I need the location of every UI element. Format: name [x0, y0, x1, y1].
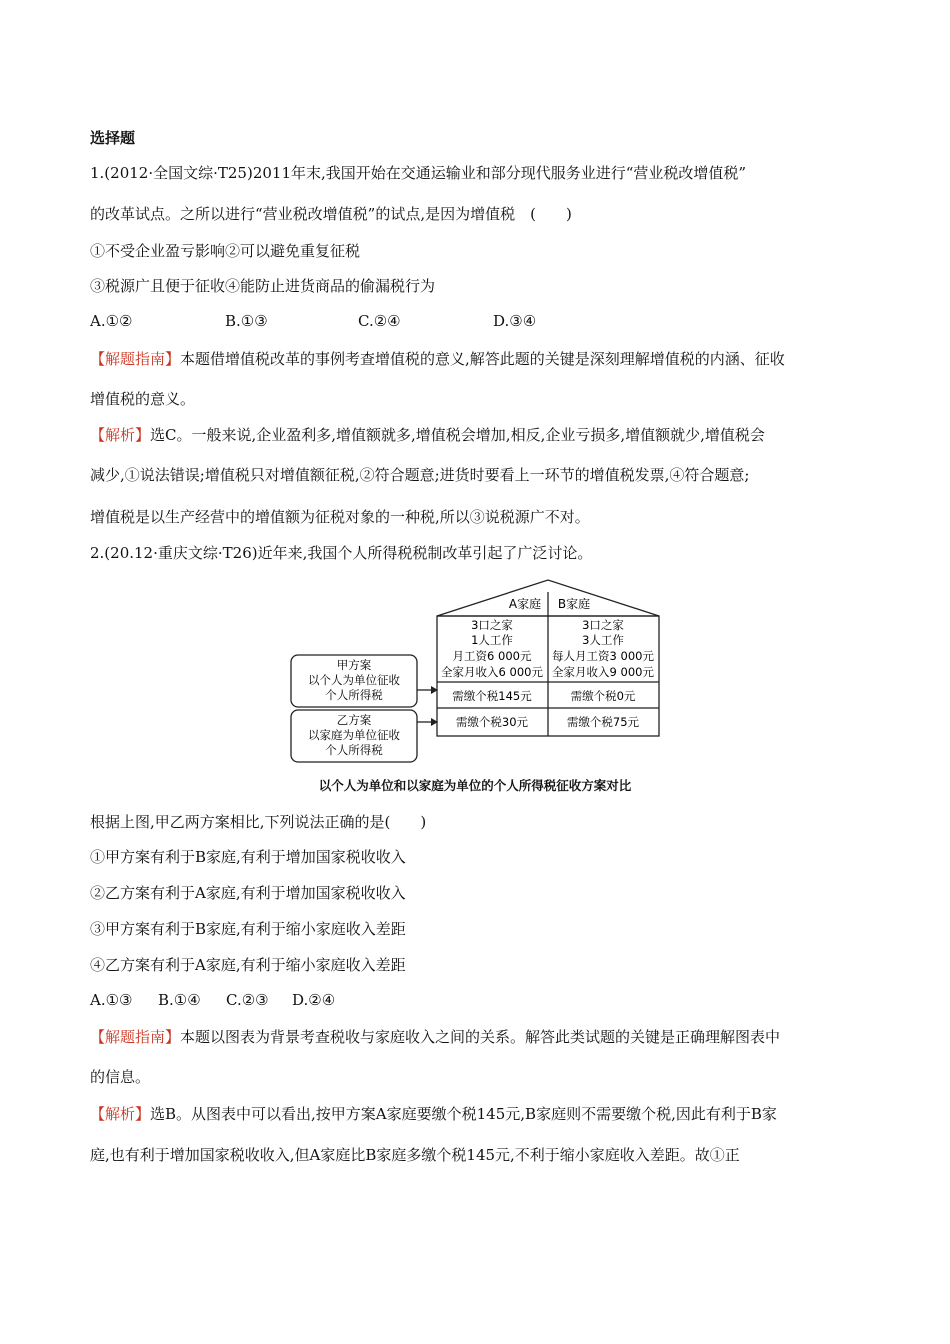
plan-yi-title: 乙方案: [336, 713, 372, 727]
q2-analysis-line2: 庭,也有利于增加国家税收收入,但A家庭比B家庭多缴个税145元,不利于缩小家庭收入差距。故①正: [90, 1146, 740, 1164]
col-a-header: A家庭: [508, 597, 542, 611]
q1-analysis-line1: 【解析】选C。一般来说,企业盈利多,增值额就多,增值税会增加,相反,企业亏损多,增值额就少,增值税会: [90, 426, 765, 444]
q2-guide-tag: 【解题指南】: [90, 1028, 181, 1046]
q2-analysis-line1: 【解析】选B。从图表中可以看出,按甲方案A家庭要缴个税145元,B家庭则不需要缴个税,因此有利于B家: [90, 1105, 777, 1123]
q1-stem-line2: 的改革试点。之所以进行“营业税改增值税”的试点,是因为增值税 ( ): [90, 205, 572, 223]
q1-options: [90, 311, 536, 331]
q1-analysis-tag: 【解析】: [90, 426, 151, 444]
q2-option-a: A.①③: [90, 991, 133, 1009]
q2-statement-2: ②乙方案有利于A家庭,有利于增加国家税收收入: [90, 884, 406, 902]
q1-statement-2: ③税源广且便于征收④能防止进货商品的偷漏税行为: [90, 277, 436, 295]
q1-guide-line2: 增值税的意义。: [90, 390, 196, 408]
a-info-1: 3口之家: [471, 618, 513, 632]
q1-guide-line1: 【解题指南】本题借增值税改革的事例考查增值税的意义,解答此题的关键是深刻理解增值税的内涵、征收: [90, 350, 785, 368]
plan-jia-desc1: 以个人为单位征收: [308, 673, 400, 687]
a-info-4: 全家月收入6 000元: [441, 665, 543, 679]
q2-statement-1: ①甲方案有利于B家庭,有利于增加国家税收收入: [90, 848, 406, 866]
figure-caption: 以个人为单位和以家庭为单位的个人所得税征收方案对比: [318, 778, 632, 793]
a-jia-tax: 需缴个税145元: [452, 689, 532, 703]
q1-statement-1: ①不受企业盈亏影响②可以避免重复征税: [90, 242, 361, 260]
q1-option-d: D.③④: [493, 312, 537, 330]
a-yi-tax: 需缴个税30元: [455, 715, 529, 729]
q2-question: 根据上图,甲乙两方案相比,下列说法正确的是( ): [90, 813, 427, 831]
col-b-header: B家庭: [557, 597, 591, 611]
b-info-4: 全家月收入9 000元: [552, 665, 654, 679]
q2-guide-line2: 的信息。: [90, 1068, 151, 1086]
b-info-3: 每人月工资3 000元: [552, 649, 654, 663]
plan-jia-desc2: 个人所得税: [325, 688, 383, 702]
b-jia-tax: 需缴个税0元: [570, 689, 636, 703]
plan-yi-desc1: 以家庭为单位征收: [308, 728, 400, 742]
q2-option-c: C.②③: [226, 991, 269, 1009]
q2-option-d: D.②④: [292, 991, 336, 1009]
b-info-2: 3人工作: [582, 633, 624, 647]
q1-option-a: A.①②: [90, 312, 133, 330]
q1-analysis-line2: 减少,①说法错误;增值税只对增值额征税,②符合题意;进货时要看上一环节的增值税发票,④符合题意;: [90, 466, 750, 484]
q1-option-c: C.②④: [358, 312, 401, 330]
plan-yi-desc2: 个人所得税: [325, 743, 383, 757]
a-info-3: 月工资6 000元: [452, 649, 532, 663]
q1-guide-tag: 【解题指南】: [90, 350, 181, 368]
q2-option-b: B.①④: [158, 991, 201, 1009]
a-info-2: 1人工作: [471, 633, 513, 647]
q2-options: [90, 990, 335, 1010]
q1-analysis-line3: 增值税是以生产经营中的增值额为征税对象的一种税,所以③说税源广不对。: [90, 508, 590, 526]
b-yi-tax: 需缴个税75元: [566, 715, 640, 729]
q2-statement-4: ④乙方案有利于A家庭,有利于缩小家庭收入差距: [90, 956, 406, 974]
plan-jia-title: 甲方案: [336, 658, 372, 672]
section-title: 选择题: [90, 129, 136, 147]
q2-guide-line1: 【解题指南】本题以图表为背景考查税收与家庭收入之间的关系。解答此类试题的关键是正确理解图表中: [90, 1028, 781, 1046]
q1-stem-line1: 1.(2012·全国文综·T25)2011年末,我国开始在交通运输业和部分现代服务业进行“营业税改增值税”: [90, 164, 747, 182]
q2-analysis-tag: 【解析】: [90, 1105, 151, 1123]
b-info-1: 3口之家: [582, 618, 624, 632]
tax-comparison-figure: [285, 576, 665, 766]
q2-stem-line1: 2.(20.12·重庆文综·T26)近年来,我国个人所得税税制改革引起了广泛讨论。: [90, 544, 593, 562]
q1-option-b: B.①③: [225, 312, 268, 330]
q2-statement-3: ③甲方案有利于B家庭,有利于缩小家庭收入差距: [90, 920, 406, 938]
